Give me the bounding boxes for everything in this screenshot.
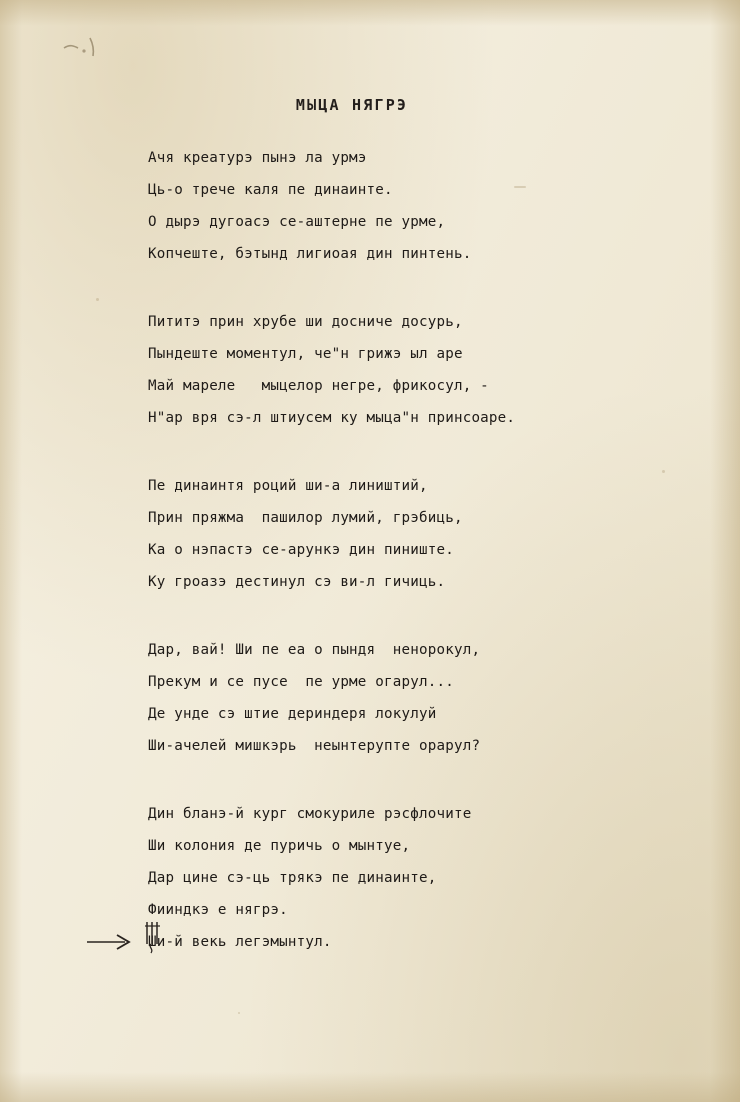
stanza (148, 470, 668, 598)
paper-speck (238, 1012, 240, 1014)
arrow-marker (85, 932, 141, 950)
poem-line: Фииндкэ е нягрэ. (148, 902, 288, 918)
poem-line: Пититэ прин хрубе ши досниче досурь, (148, 314, 463, 330)
poem-line: Ка о нэпастэ се-арункэ дин пиниште. (148, 542, 454, 558)
poem-line: Дар цине сэ-ць трякэ пе динаинте, (148, 870, 437, 886)
stanza (148, 306, 668, 434)
poem-body (148, 142, 668, 994)
poem-line: Дин бланэ-й кург смокуриле рэсфлочите (148, 806, 472, 822)
stanza (148, 142, 668, 270)
page-edge-bottom (0, 1072, 740, 1102)
stanza (148, 798, 668, 958)
page-edge-top (0, 0, 740, 26)
poem-line: Прекум и се пусе пе урме огарул... (148, 674, 454, 690)
final-line-row (148, 926, 668, 958)
poem-line: О дырэ дугоасэ се-аштерне пе урме, (148, 214, 446, 230)
page-title: МЫЦА НЯГРЭ (295, 96, 409, 114)
poem-line: Де унде сэ штие дериндеря локулуй (148, 706, 437, 722)
poem-line: Прин пряжма пашилор лумий, грэбиць, (148, 510, 463, 526)
page-edge-left (0, 0, 22, 1102)
poem-line: Ку гроазэ дестинул сэ ви-л гичиць. (148, 574, 446, 590)
poem-line: Ачя креатурэ пынэ ла урмэ (148, 150, 367, 166)
poem-line: Ши колония де пуричь о мынтуе, (148, 838, 411, 854)
poem-line: Ши-ачелей мишкэрь неынтерупте орарул? (148, 738, 481, 754)
poem-line: Пындеште моментул, че"н грижэ ыл аре (148, 346, 463, 362)
poem-line: Дар, вай! Ши пе еа о пындя ненорокул, (148, 642, 481, 658)
page-edge-right (710, 0, 740, 1102)
corner-smudge (60, 30, 120, 64)
poem-final-line: Ши-й векь легэмынтул. (148, 934, 332, 950)
poem-line: Май мареле мыцелор негре, фрикосул, - (148, 378, 489, 394)
poem-line: Копчеште, бэтынд лигиоая дин пинтень. (148, 246, 472, 262)
stanza (148, 634, 668, 762)
poem-line: Пе динаинтя роций ши-а лиништий, (148, 478, 428, 494)
poem-line: Ць-о трече каля пе динаинте. (148, 182, 393, 198)
poem-line: Н"ар вря сэ-л штиусем ку мыца"н принсоаре. (148, 410, 516, 426)
paper-speck (96, 298, 99, 301)
